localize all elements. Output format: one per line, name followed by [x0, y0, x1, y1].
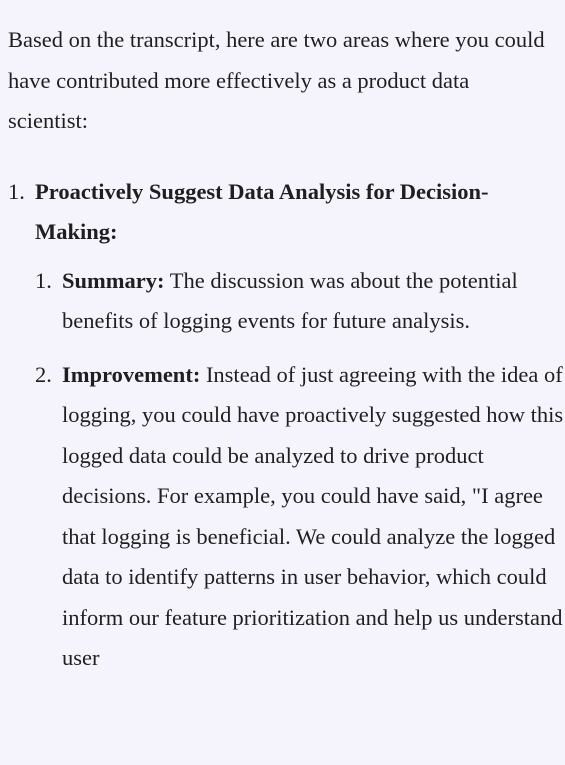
summary-label: Summary: [62, 267, 165, 293]
intro-paragraph: Based on the transcript, here are two areas where you could have contributed more effectively as a product data scientist: [8, 27, 545, 133]
sub-list-number: 2. [35, 361, 52, 387]
list-item [8, 172, 565, 679]
list-number: 1. [8, 178, 25, 204]
improvement-label: Improvement: [62, 361, 201, 387]
recommendations-list [8, 172, 565, 679]
sub-list-item [35, 261, 565, 342]
sub-list-number: 1. [35, 267, 52, 293]
sub-list-item [35, 355, 565, 679]
summary-text: The discussion was about the potential benefits of logging events for future analysis. [62, 267, 518, 333]
item-heading: Proactively Suggest Data Analysis for Decision-Making: [35, 178, 489, 244]
improvement-text: Instead of just agreeing with the idea of logging, you could have proactively suggested how this logged data could be analyzed to drive product decisions. For example, you could have said, "I agree that logging is beneficial. We could analyze the logged data to identify patterns in user behavior, which could inform our feature prioritization and help us understand user [62, 361, 564, 670]
sub-list [35, 261, 565, 679]
